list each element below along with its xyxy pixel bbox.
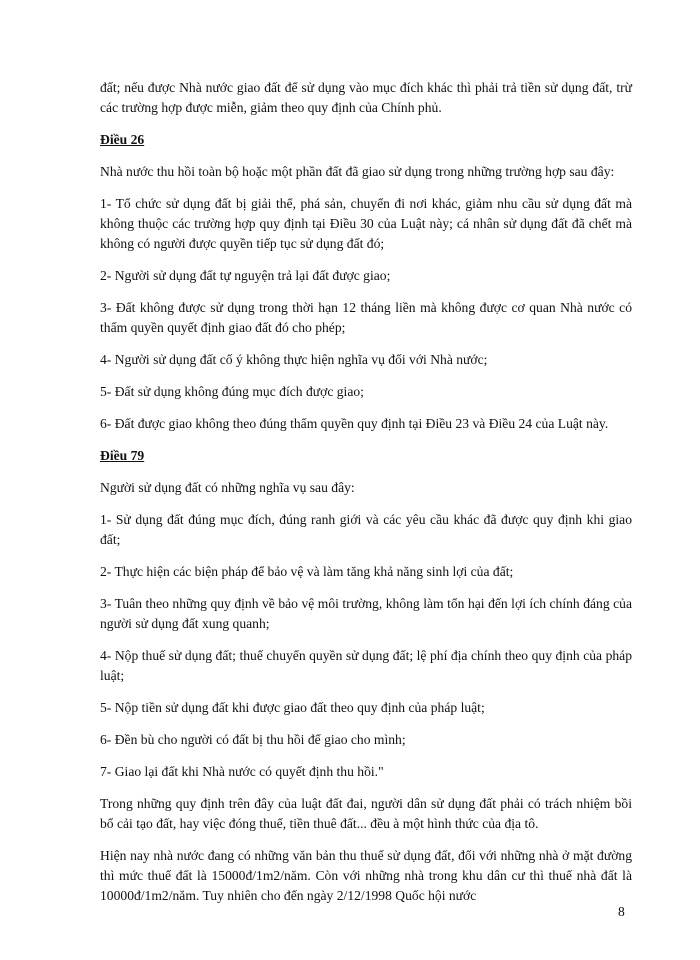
body-paragraph: Trong những quy định trên đây của luật đất đai, người dân sử dụng đất phải có trách nhiệm bồi bổ cải tạo đất, hay việc đóng thuế, tiền thuê đất... đều à một hình thức của địa tô. — [100, 796, 632, 831]
article-79-item: 2- Thực hiện các biện pháp để bảo vệ và làm tăng khả năng sinh lợi của đất; — [100, 564, 514, 579]
article-26-item: 1- Tổ chức sử dụng đất bị giải thể, phá sản, chuyển đi nơi khác, giảm nhu cầu sử dụng đất mà không thuộc các trường hợp quy định tại Điều 30 của Luật này; cá nhân sử dụng đất đã chết mà không có người được quyền tiếp tục sử dụng đất đó; — [100, 196, 632, 251]
article-79-heading: Điều 79 — [100, 448, 145, 463]
article-26-item: 5- Đất sử dụng không đúng mục đích được giao; — [100, 384, 364, 399]
article-26-lead: Nhà nước thu hồi toàn bộ hoặc một phần đất đã giao sử dụng trong những trường hợp sau đây: — [100, 164, 615, 179]
article-26-item: 3- Đất không được sử dụng trong thời hạn 12 tháng liền mà không được cơ quan Nhà nước có thẩm quyền quyết định giao đất đó cho phép; — [100, 300, 632, 335]
article-26-heading: Điều 26 — [100, 132, 145, 147]
page-body — [100, 78, 632, 906]
article-79-item: 3- Tuân theo những quy định về bảo vệ môi trường, không làm tổn hại đến lợi ích chính đáng của người sử dụng đất xung quanh; — [100, 596, 632, 631]
article-26-item: 6- Đất được giao không theo đúng thẩm quyền quy định tại Điều 23 và Điều 24 của Luật này. — [100, 416, 609, 431]
article-79-lead: Người sử dụng đất có những nghĩa vụ sau đây: — [100, 480, 355, 495]
body-paragraph: Hiện nay nhà nước đang có những văn bản thu thuế sử dụng đất, đối với những nhà ở mặt đường thì mức thuế đất là 15000đ/1m2/năm. Còn với những nhà trong khu dân cư thì thuế nhà đất là 10000đ/1m2/năm. Tuy nhiên cho đến ngày 2/12/1998 Quốc hội nước — [100, 848, 632, 903]
article-79-item: 6- Đền bù cho người có đất bị thu hồi để giao cho mình; — [100, 732, 406, 747]
article-26-item: 2- Người sử dụng đất tự nguyện trả lại đất được giao; — [100, 268, 391, 283]
article-79-item: 1- Sử dụng đất đúng mục đích, đúng ranh giới và các yêu cầu khác đã được quy định khi giao đất; — [100, 512, 632, 547]
article-79-item: 5- Nộp tiền sử dụng đất khi được giao đất theo quy định của pháp luật; — [100, 700, 485, 715]
article-26-item: 4- Người sử dụng đất cố ý không thực hiện nghĩa vụ đối với Nhà nước; — [100, 352, 488, 367]
article-79-item: 4- Nộp thuế sử dụng đất; thuế chuyển quyền sử dụng đất; lệ phí địa chính theo quy định của pháp luật; — [100, 648, 632, 683]
article-79-item: 7- Giao lại đất khi Nhà nước có quyết định thu hồi." — [100, 764, 384, 779]
intro-paragraph: đất; nếu được Nhà nước giao đất để sử dụng vào mục đích khác thì phải trả tiền sử dụng đất, trừ các trường hợp được miễn, giảm theo quy định của Chính phủ. — [100, 80, 632, 115]
page-number: 8 — [618, 904, 625, 919]
